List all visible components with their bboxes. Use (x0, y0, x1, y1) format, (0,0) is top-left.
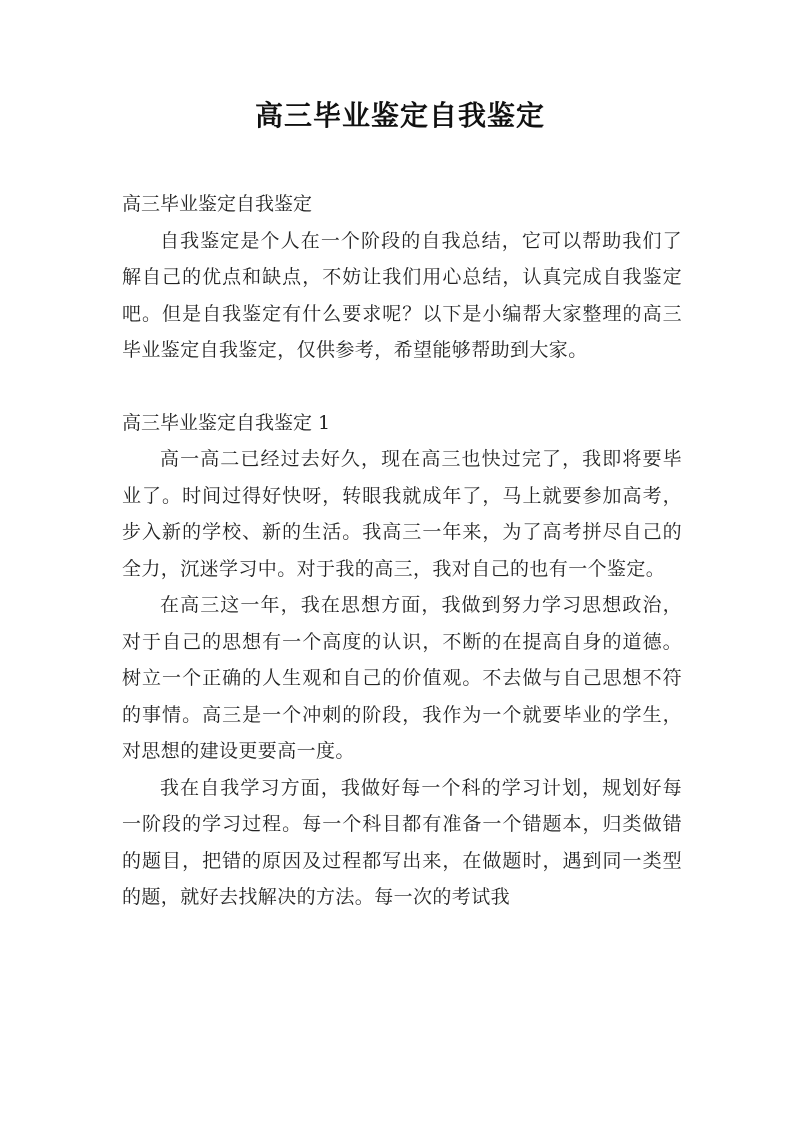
section-intro (122, 186, 682, 369)
page-title: 高三毕业鉴定自我鉴定 (254, 99, 545, 132)
section-gap (122, 369, 682, 405)
section-1 (122, 405, 682, 916)
section-heading: 高三毕业鉴定自我鉴定 (122, 193, 313, 215)
paragraph: 自我鉴定是个人在一个阶段的自我总结，它可以帮助我们了解自己的优点和缺点，不妨让我们用心总结，认真完成自我鉴定吧。但是自我鉴定有什么要求呢？以下是小编帮大家整理的高三毕业鉴定自我鉴定，仅供参考，希望能够帮助到大家。 (122, 229, 682, 361)
paragraph: 高一高二已经过去好久，现在高三也快过完了，我即将要毕业了。时间过得好快呀，转眼我就成年了，马上就要参加高考，步入新的学校、新的生活。我高三一年来，为了高考拼尽自己的全力，沉迷学习中。对于我的高三，我对自己的也有一个鉴定。 (122, 448, 682, 580)
paragraph: 我在自我学习方面，我做好每一个科的学习计划，规划好每一阶段的学习过程。每一个科目都有准备一个错题本，归类做错的题目，把错的原因及过程都写出来，在做题时，遇到同一类型的题，就好去找解决的方法。每一次的考试我 (122, 776, 682, 908)
document-body (122, 186, 682, 916)
section-heading: 高三毕业鉴定自我鉴定 1 (122, 411, 331, 434)
paragraph: 在高三这一年，我在思想方面，我做到努力学习思想政治，对于自己的思想有一个高度的认识，不断的在提高自身的道德。树立一个正确的人生观和自己的价值观。不去做与自己思想不符的事情。高三是一个冲刺的阶段，我作为一个就要毕业的学生，对思想的建设更要高一度。 (122, 594, 682, 762)
